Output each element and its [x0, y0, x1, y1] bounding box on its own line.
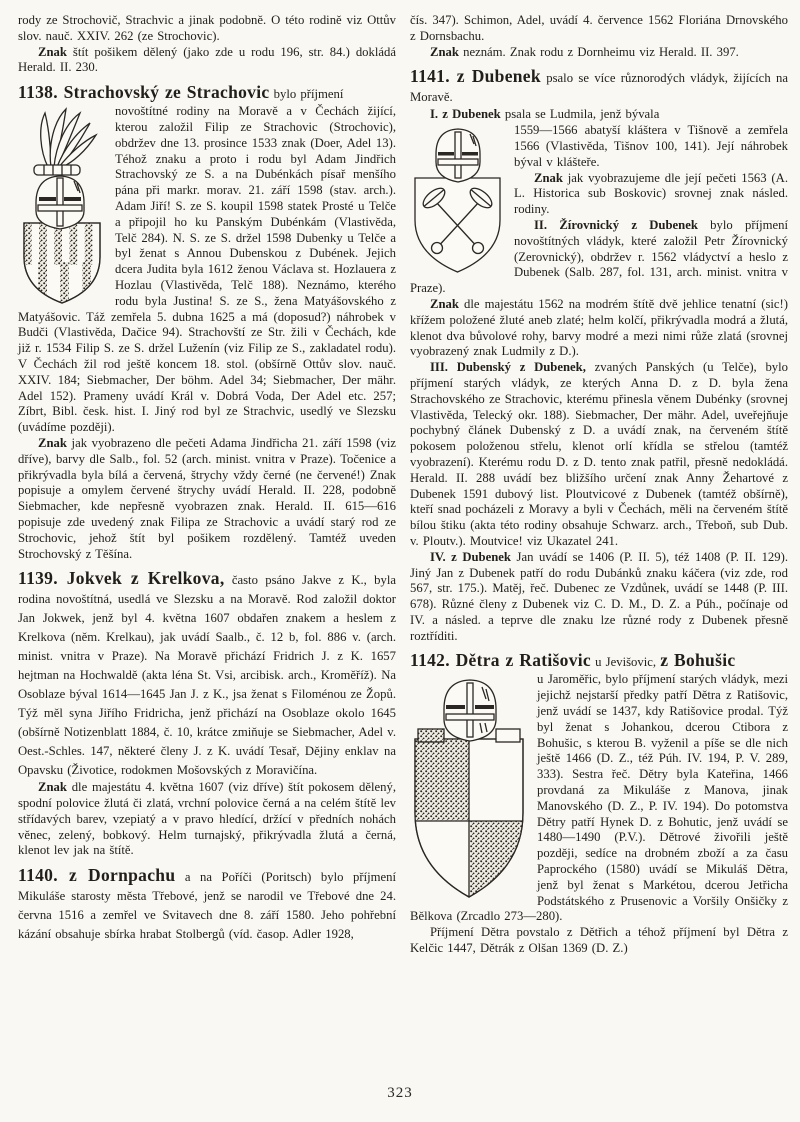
shield-icon — [24, 223, 100, 307]
continuation-paragraph-dornpach: čís. 347). Schimon, Adel, uvádí 4. července 1562 Floriána Drnovského z Dornsbachu. — [410, 13, 788, 43]
shield-icon — [415, 178, 500, 272]
entry-1141-heading: 1141. z Dubenek psalo se více různorodých vládyk, žijících na Moravě. — [410, 66, 788, 105]
znak-paragraph-strochovic: Znak štít pošikem dělený (jako zde u rodu 196, str. 84.) dokládá Herald. II. 230. — [18, 44, 396, 75]
entry-1142-closing: Příjmení Dětra povstalo z Dětřich a téhož příjmení byl Dětra z Kelčic 1447, Dětrák z Olšan 1369 (D. Z.) — [410, 925, 788, 956]
great-helm-icon — [36, 176, 84, 229]
znak-paragraph-dornpach: Znak neznám. Znak rodu z Dornheimu viz Herald. II. 397. — [430, 44, 739, 59]
entry-1138-body — [18, 104, 396, 436]
entry-1141-section-2: II. Žírovnický z Dubenek bylo příjmení novoštítných vládyk, které založil Petr Žírovnický (Zerovnický), obdržev r. 1562 vládyctví a heslo z Dubenek (Salb. 287, fol. 131, arch. minist. vnitra v Praze). — [410, 217, 789, 296]
entry-1138-text: novoštítné rodiny na Moravě a v Čechách žijící, kterou založil Filip ze Strachovic (Strochovic), obdržev dne 13. prosince 1533 znak (Doer, Adel 13). Téhož znaku a proto i rodu byl Adam Jindřich Strachovský ze S. a na Dubénkách písař menšího pána při markr. morav. 21. září 1598 (stav. arch.). Adam Jiří! S. ze S. koupil 1598 statek Prosté u Telče a připojil ho ku Panským Dubénkám (Vlastivěda, Telč 284). N. S. ze S. držel 1598 Dubenky u Telče a byl ženat s Annou Dubenskou z Dubének. Jejich dcera Judita byla 1612 ženou Václava st. Hozlauera z Hozlau (Vlastivěda, Telč 188). Neznámo, kterého rodu byla Justina! S. ze S., žena Matyášovského z Matyášovic. Táž zemřela 5. dubna 1625 a má (doposud?) náhrobek v Budči (Vlastivěda, Dačice 94). Strachovští ze Str. žili v Čechách, kde již r. 1534 Filip S. ze S. držel Luženín (viz Filip ze S., zakladatel rodu). V Čechách žil rod ještě koncem 18. stol. (obšírně Ottův slov. nauč. XXIV. 184; Siebmacher, Der böhm. Adel 34; Siebmacher, Der mähr. Adel 152). Prameny uvádí Král v. Dobrá Voda, Der Adel etc. 257; Zíbrt, Bibl. česk. hist. I. Jiný rod byl ze Strachvic, usedlý ve Slezsku (uvádíme později). — [18, 104, 396, 435]
znak-paragraph-1138: Znak jak vyobrazeno dle pečeti Adama Jindřicha 21. září 1598 (viz dříve), barvy dle Salb., fol. 52 (arch. minist. vnitra v Praze). Točenice a přikrývadla byla bílá a červená, štrychy vždy černé (ne červené!) Znak popisuje a omylem červené štrychy uvádí Herald. II. 228, podobně Siebmacher, kde nepřesně vyobrazen znak. Herald. II. 615—616 popisuje zde uvedený znak Filipa ze Strachovic a uvádí starý rod ze Strochovic, jehož štít byl pošikem rozdělený. Tamtéž uveden Strochovský z Těšína. — [18, 435, 396, 561]
great-helm-icon — [444, 680, 496, 741]
continuation-paragraph: rody ze Strochovič, Strachvic a jinak podobně. O této rodině viz Ottův slov. nauč. XXIV. 262 (ze Strochovic). — [18, 13, 396, 43]
entry-1139: 1139. Jokvek z Krelkova, často psáno Jakve z K., byla rodina novoštítná, usedlá ve Slezsku a na Moravě. Rod založil doktor Jan Jokwek, jenž byl 4. května 1607 obdařen znakem a heslem z Krelkova (něm. Krelkau), jak uvádí Saalb., č. 12 b, fol. 886 v. (arch. minist. vnitra v Praze). Na Moravě přichází Fridrich J. z K. 1657 hejtman na Hochwaldě (akta léna St. Vsi, arcibisk. arch., Kroměříž). Na Osoblaze býval 1614—1645 Jan J. z K., jsa ženat s Filoménou ze Žopů. Týž měl syna Jiřího Fridricha, jenž přichází na Osoblaze okolo 1645 (obšírně Notizenblatt 1884, č. 10, krátce zmiňuje se Siebmacher, Adel v. Oest.-Schles. 147, některé členy J. z K. uvádí Tesař, Dějiny enklav na Opavsku (Životice, rodokmen Mošovských z Moravičína. — [18, 568, 397, 778]
entry-1138-heading: 1138. Strachovský ze Strachovic bylo příjmení — [18, 82, 344, 103]
right-column — [410, 13, 788, 957]
dubenek-coat-of-arms-figure — [410, 126, 505, 276]
entry-1141-section-3: III. Dubenský z Dubenek, zvaných Panských (u Telče), bylo příjmení starých vládyk, ze kterých Anna D. z D. byla žena Strachovského ze Strachovic, kterému přinesla věnem Dubénky (srovnej Vlastivěda, Telecký okr. 188). Siebmacher, Der mähr. Adel, uveřejňuje pochybný článek Dubenský z D. a uvádí znak, na červeném štítě pokosem položenou střelu, klenot orlí křídla se střelou (tamtéž vyobrazení). Kterému rodu D. z D. tento znak patřil, přesně nedokládá. Herald. II. 288 uvádí bez bližšího určení znak Anny Žehartové z Dubenek 1591 dubový list. Ploutvicové z Dubenek (tamtéž obšírně), kteří snad pocházeli z Moravy a byli v Čechách, měli na červeném štítě bílou štiku (akta této rodiny obsahuje Schwarz. arch., Třeboň, sub Dub. v. Ploutv.). Moutvice! viz Ukazatel 241. — [410, 360, 789, 548]
entry-1141-section-1-lead: I. z Dubenek psala se Ludmila, jenž bývala — [430, 107, 660, 122]
left-column — [18, 13, 396, 957]
great-helm-icon — [436, 129, 480, 182]
torse-left-icon — [418, 729, 444, 742]
torse-icon — [34, 165, 80, 175]
entry-1141-section-4: IV. z Dubenek Jan uvádí se 1406 (P. II. 5), též 1408 (P. II. 129). Jiný Jan z Dubenek patří do rodu Dubánků znaku káčera (viz zde, rod 567, str. 175.). Matěj, řeč. Dubenec ze Vzdůnek, uvádí se 1448 (P. III. 678). Různé členy z Dubenek viz C. D. M., D. Z. a Púh., počínaje od IV. a násled. a teprve dle znaku lze různé rody z Dubenek přesně roztříditi. — [410, 549, 789, 643]
znak-paragraph-1141-1: Znak jak vyobrazujeme dle její pečeti 1563 (A. L. Historica sub Boskovic) srovnej znak násled. rodiny. — [514, 170, 788, 217]
entry-1140: 1140. z Dornpachu a na Poříči (Poritsch) bylo příjmení Mikuláše starosty města Třebové, jenž se narodil ve Třebové dne 24. června 1516 a zemřel ve Svitavech dne 8. září 1580. Jeho pohřební kázání obsahuje sbírka hrabat Stolbergů (víd. časop. Adler 1928, — [18, 865, 397, 942]
feather-plume-icon — [41, 109, 96, 167]
page-number: 323 — [387, 1085, 413, 1101]
znak-paragraph-1141-2: Znak dle majestátu 1562 na modrém štítě dvě jehlice tenatní (sic!) křížem položené žluté aneb zlaté; helm kolčí, přikrývadla modrá a žlutá, klenot dva bůvolové rohy, barvy modré a mezi nimi růže zlatá (srovnej vyobrazený znak Ludmily z D.). — [410, 296, 788, 359]
entry-1142-text: u Jaroměřic, bylo příjmení starých vládyk, mezi jejichž nejstarší předky patří Dětra z Ratišovic, jenž uvádí se 1437, kdy Ratišovice prodal. Týž byl ženat s Johankou, dcerou Ctibora z Bohušic, s kterou B. vyženil a píše se dle nich ještě 1466 (D. Z., též Púh. IV. 194, P. V. 289, 333). Sestra řeč. Dětry byla Kateřina, 1466 provdaná za Mikuláše z Manova, jinak Manovského (D. Z., P. IV. 194). Do potomstva Dětry patří Hynek D. z Bohutic, jenž uvádí se 1480—1490 (P.V.). Dětrové živořili ještě později, sedíce na drobném zboží a za času Paprockého (1580) uvádí se Mikuláš Dětra, jenž byl ženat s Markétou, dcerou Jetřicha Podstátského z Prusenovic a Voršily Onšičky z Bělkova (Zrcadlo 273—280). — [410, 672, 788, 924]
entry-1141-body — [410, 123, 788, 297]
strachovsky-coat-of-arms-figure — [18, 107, 106, 307]
shield-icon — [415, 739, 523, 901]
entry-1141-section-1-text: 1559—1566 abatyší kláštera v Tišnově a zemřela 1566 (Vlastivěda, Tišnov 100, 141). Její náhrobek býval v klášteře. — [514, 123, 788, 169]
znak-paragraph-1139: Znak dle majestátu 4. května 1607 (viz dříve) štít pokosem dělený, spodní polovice žlutá či zlatá, vrchní polovice černá a na celém štítě lev střídavých barev, vzepiatý a v pravo hledící, držící v předních nohách věnec, zelený, bobkový. Helm turnajský, přikrývadla žlutá a černá, klenot lev jak na štítě. — [18, 780, 396, 858]
detra-coat-of-arms-figure — [410, 675, 528, 903]
torse-right-icon — [496, 729, 520, 742]
entry-1142-heading: 1142. Dětra z Ratišovic u Jevišovic, z Bohušic — [410, 650, 736, 671]
entry-1142-body — [410, 672, 788, 925]
